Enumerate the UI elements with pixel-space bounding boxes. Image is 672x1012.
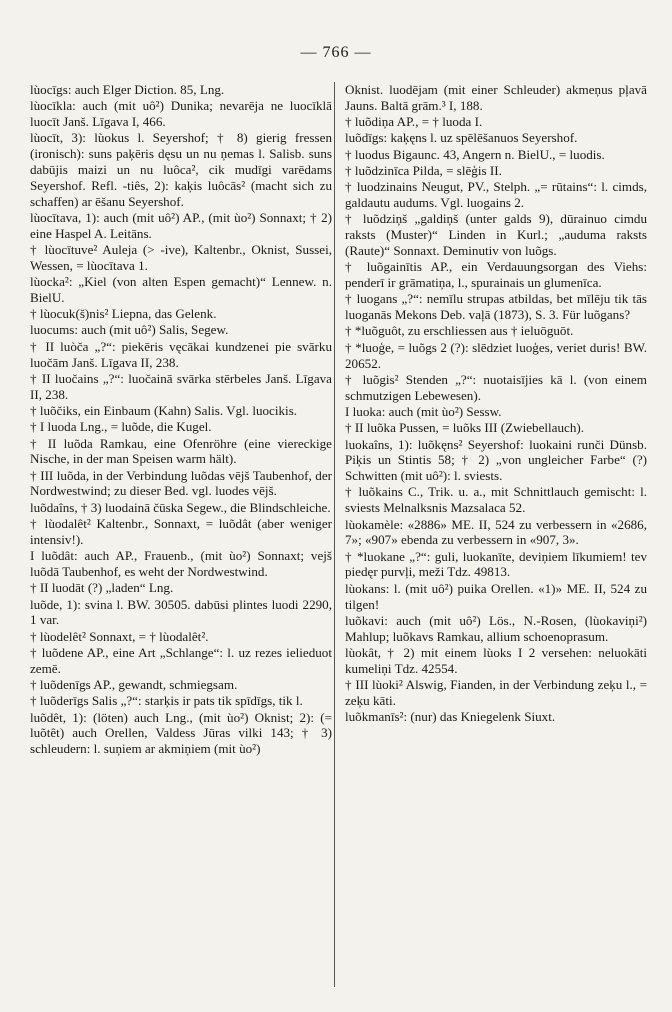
dictionary-entry: lùocīkla: auch (mit uô²) Dunika; nevarēja ne luocīklā luocīt Janš. Līgava I, 466. bbox=[30, 98, 332, 130]
dictionary-entry: † lùodalêt² Kaltenbr., Sonnaxt, = luõdât (aber weniger intensiv!). bbox=[30, 516, 332, 547]
dictionary-entry: luõdīgs: kaķęns l. uz spēlēšanuos Seyershof. bbox=[345, 130, 578, 146]
dictionary-entry: † luogans „?“: nemīlu strupas atbildas, bet mīlēju tik tās luoganās Mekons Deb. vaļā (1873), S. 3. Für luõgans? bbox=[345, 291, 647, 323]
dictionary-entry: † II luodāt (?) „laden“ Lng. bbox=[30, 580, 174, 596]
dictionary-entry: lùocītava, 1): auch (mit uô²) AP., (mit ùo²) Sonnaxt; † 2) eine Haspel A. Leitāns. bbox=[30, 209, 332, 241]
dictionary-entry: † II luõka Pussen, = luõks III (Zwiebellauch). bbox=[345, 420, 585, 436]
dictionary-entry: † II luočains „?“: luočainā svārka stērbeles Janš. Līgava II, 238. bbox=[30, 370, 332, 402]
dictionary-entry: † lùodelêt² Sonnaxt, = † lùodalêt². bbox=[30, 628, 209, 644]
dictionary-entry: I luõdât: auch AP., Frauenb., (mit ùo²) Sonnaxt; vejš luõdā Taubenhof, es weht der Nordwestwind. bbox=[30, 548, 332, 579]
dictionary-entry: † luõgainītis AP., ein Verdauungsorgan des Viehs: penderī ir grāmatiņa, l., spurainais un glumenīca. bbox=[345, 259, 647, 291]
dictionary-entry: † luodus Bigaunc. 43, Angern n. BielU., = luodis. bbox=[345, 146, 605, 162]
dictionary-entry: lùocīt, 3): lùokus l. Seyershof; † 8) gierig fressen (ironisch): suns paķēris dęsu un nu ņemas l. Salisb. suns dabūjis maizi un nu luôca², cik mudīgi varēdams Seyershof. Refl. -tiês, 2): kaķis luôcās² (macht sich zu schaffen) ar ēšanu Seyershof. bbox=[30, 130, 332, 209]
dictionary-entry: † II luõda Ramkau, eine Ofenröhre (eine viereckige Nische, in der man Speisen warm hält). bbox=[30, 435, 332, 467]
dictionary-entry: lùokans: l. (mit uô²) puika Orellen. «1)» ME. II, 524 zu tilgen! bbox=[345, 580, 647, 612]
dictionary-entry: I luoka: auch (mit ùo²) Sessw. bbox=[345, 403, 502, 419]
right-column bbox=[345, 82, 647, 725]
dictionary-entry: † luodzinains Neugut, PV., Stelph. „= rūtains“: l. cimds, galdautu audums. Vgl. luogains 2. bbox=[345, 179, 647, 211]
dictionary-entry: † luõčiks, ein Einbaum (Kahn) Salis. Vgl. luocikis. bbox=[30, 402, 298, 418]
dictionary-entry: † lùocuk(š)nis² Liepna, das Gelenk. bbox=[30, 306, 217, 322]
dictionary-entry: † I luoda Lng., = luõde, die Kugel. bbox=[30, 419, 212, 435]
dictionary-entry: † *luoģe, = luõgs 2 (?): slēdziet luoģes, veriet duris! BW. 20652. bbox=[345, 339, 647, 371]
dictionary-entry: † lùocītuve² Auleja (> -ive), Kaltenbr., Oknist, Sussei, Wessen, = lùocītava 1. bbox=[30, 241, 332, 273]
dictionary-entry: luõde, 1): svina l. BW. 30505. dabūsi plintes luodi 2290, 1 var. bbox=[30, 596, 332, 628]
dictionary-entry: † luõdzinīca Pilda, = slēģis II. bbox=[345, 162, 502, 178]
dictionary-entry: † *luõguôt, zu erschliessen aus † ieluōguōt. bbox=[345, 323, 574, 339]
dictionary-entry: luokaîns, 1): luõkęns² Seyershof: luokaini runči Dünsb. Piķis un Stintis 58; † 2) „von ungleicher Farbe“ (?) Schwitten (mit uô²): l. sviests. bbox=[345, 436, 647, 484]
dictionary-entry: luõdêt, 1): (löten) auch Lng., (mit ùo²) Oknist; 2): (= luõtêt) auch Orellen, Valdess Jūras vilki 143; † 3) schleudern: l. suņiem ar akmiņiem (mit ùo²) bbox=[30, 709, 332, 757]
dictionary-entry: Oknist. luodējam (mit einer Schleuder) akmeņus pļavā Jauns. Baltā grām.³ I, 188. bbox=[345, 82, 647, 113]
page-number: — 766 — bbox=[300, 44, 372, 61]
dictionary-entry: luocums: auch (mit uô²) Salis, Segew. bbox=[30, 322, 229, 338]
dictionary-entry: lùokamèle: «2886» ME. II, 524 zu verbessern in «2686, 7»; «907» ebenda zu verbessern in «907, 3». bbox=[345, 516, 647, 548]
dictionary-entry: † luõdiņa AP., = † luoda I. bbox=[345, 114, 483, 130]
dictionary-entry: † luõdziņš „galdiņš (unter galds 9), dūrainuo cimdu raksts (Muster)“ Linden in Kurl.; „auduma raksts (Raute)“ Sonnaxt. Deminutiv von luõgs. bbox=[345, 211, 647, 258]
dictionary-entry: † III lùoki² Alswig, Fianden, in der Verbindung zeķu l., = zeķu kāti. bbox=[345, 676, 647, 708]
dictionary-entry: † III luõda, in der Verbindung luõdas vējš Taubenhof, der Nordwestwind; zu dieser Bed. vgl. luodes vējš. bbox=[30, 467, 332, 499]
dictionary-entry: luõkmanīs²: (nur) das Kniegelenk Siuxt. bbox=[345, 709, 556, 725]
dictionary-entry: † *luokane „?“: guli, luokanīte, deviņiem līkumiem! tev piedęr purvļi, meži Tdz. 49813. bbox=[345, 548, 647, 580]
column-divider bbox=[334, 82, 335, 987]
left-column bbox=[30, 82, 332, 757]
dictionary-entry: lùocka²: „Kiel (von alten Espen gemacht)“ Lennew. n. BielU. bbox=[30, 274, 332, 305]
dictionary-entry: † luõdenīgs AP., gewandt, schmiegsam. bbox=[30, 676, 238, 692]
dictionary-entry: luõdaîns, † 3) luodainā čūska Segew., die Blindschleiche. bbox=[30, 499, 331, 515]
dictionary-entry: † luõdene AP., eine Art „Schlange“: l. uz rezes ielieduot zemē. bbox=[30, 644, 332, 676]
dictionary-entry: luõkavi: auch (mit uô²) Lös., N.-Rosen, (lùokaviņi²) Mahlup; luõkavs Ramkau, allium schoenoprasum. bbox=[345, 612, 647, 644]
dictionary-entry: † luõderīgs Salis „?“: starķis ir pats tik spīdīgs, tik l. bbox=[30, 693, 303, 709]
dictionary-entry: lùocīgs: auch Elger Diction. 85, Lng. bbox=[30, 82, 225, 97]
dictionary-entry: † II luòča „?“: piekēris vęcākai kundzenei pie svārku luočām Janš. Līgava II, 238. bbox=[30, 338, 332, 370]
dictionary-entry: † luõkains C., Trik. u. a., mit Schnittlauch gemischt: l. sviests Melnalksnis Mazsalaca 52. bbox=[345, 484, 647, 516]
dictionary-entry: † luõgis² Stenden „?“: nuotaisījies kā l. (von einem schmutzigen Lebewesen). bbox=[345, 371, 647, 403]
dictionary-entry: lùokât, † 2) mit einem lùoks I 2 versehen: neluokāti kumeliņi Tdz. 42554. bbox=[345, 644, 647, 676]
